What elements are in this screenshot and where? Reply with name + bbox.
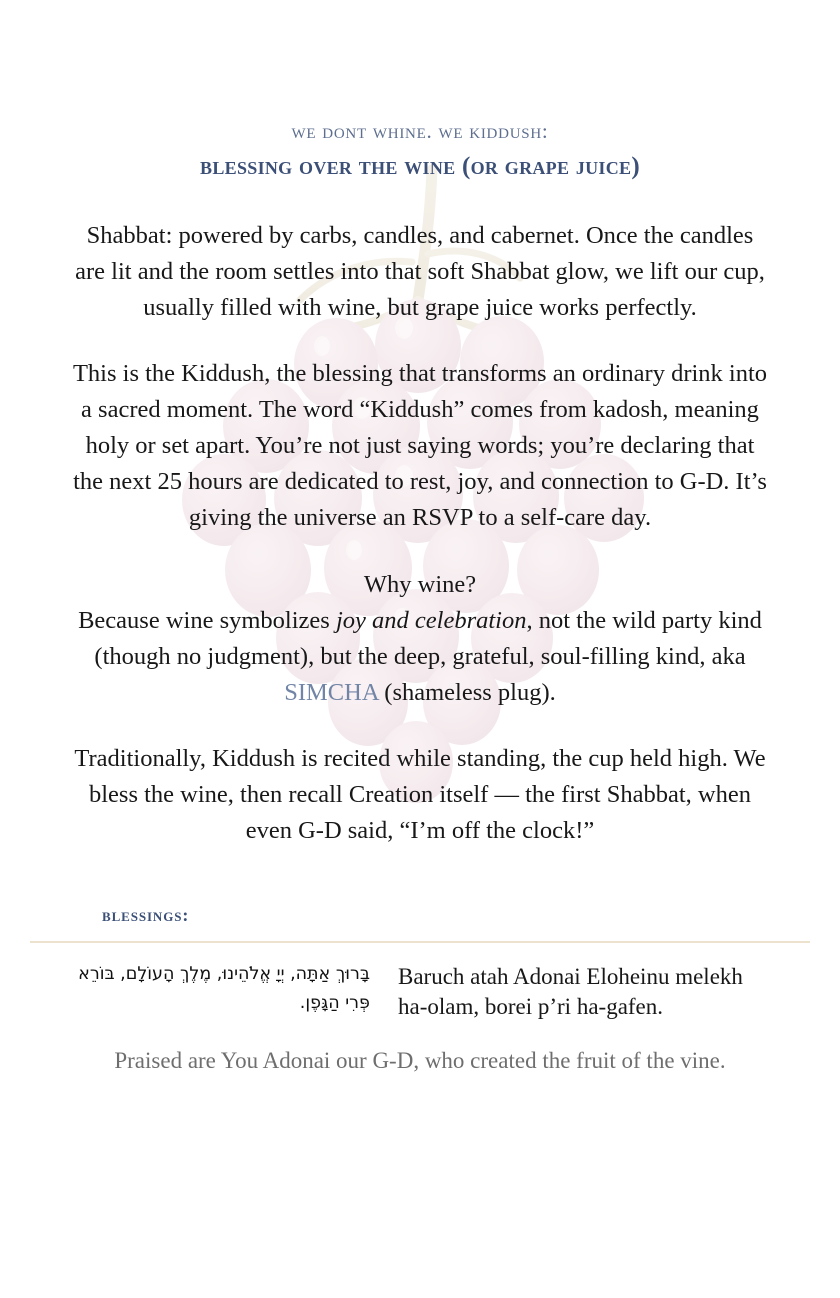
paragraph-kiddush-meaning: This is the Kiddush, the blessing that transforms an ordinary drink into a sacred moment. The word “Kiddush” comes from kadosh, meaning holy or set apart. You’re not just saying words; you’re declaring that the next 25 hours are dedicated to rest, joy, and connection to G-D. It’s giving the universe an RSVP to a self-care day. [72, 359, 768, 532]
page-header [70, 0, 770, 183]
simcha-link[interactable]: SIMCHA [284, 678, 379, 706]
translation-text: Praised are You Adonai our G-D, who created the fruit of the vine. [114, 1048, 726, 1074]
blessings-section-label: blessings: [102, 905, 190, 926]
hebrew-blessing-text: בָּרוּךְ אַתָּה, יְיָ אֱלֹהֵינוּ, מֶלֶךְ הָעוֹלָם, בּוֹרֵא פְּרִי הַגָּפֶן. [78, 964, 370, 1013]
paragraph-why-wine: Why wine? Because wine symbolizes joy and celebration, not the wild party kind (though no judgment), but the deep, grateful, soul-filling kind, aka SIMCHA (shameless plug). [78, 570, 762, 706]
blessings-section [70, 905, 770, 1076]
section-divider [30, 941, 810, 943]
kicker-title: we dont whine. we kiddush: [291, 119, 549, 143]
page-title: blessing over the wine (or grape juice) [200, 153, 640, 181]
paragraph-tradition: Traditionally, Kiddush is recited while standing, the cup held high. We bless the wine, then recall Creation itself — the first Shabbat, when even G-D said, “I’m off the clock!” [74, 745, 766, 845]
transliteration-text: Baruch atah Adonai Eloheinu melekh ha-olam, borei p’ri ha-gafen. [398, 964, 743, 1019]
blessing-row [70, 960, 770, 1021]
emphasis-text: joy and celebration [335, 606, 527, 634]
article-body [70, 218, 770, 850]
paragraph-intro: Shabbat: powered by carbs, candles, and cabernet. Once the candles are lit and the room settles into that soft Shabbat glow, we lift our cup, usually filled with wine, but grape juice works perfectly. [75, 221, 765, 321]
